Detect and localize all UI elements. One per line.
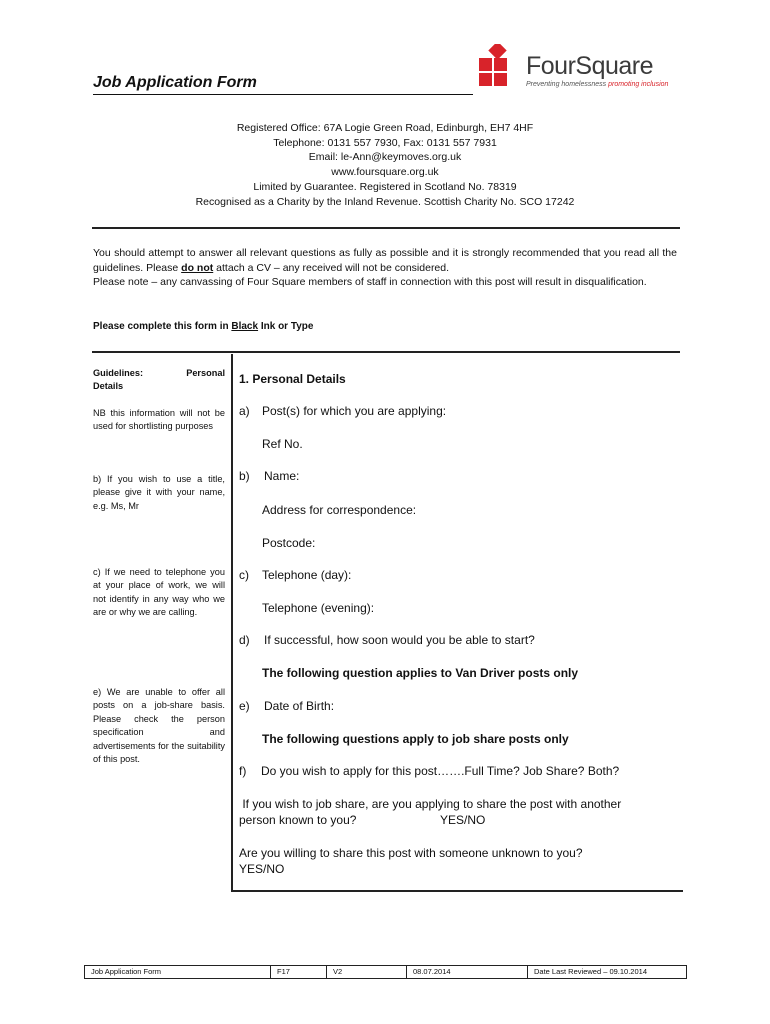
logo-tagline: Preventing homelessness promoting inclusion [526,81,669,88]
address-field[interactable]: Address for correspondence: [262,503,417,517]
footer-last-reviewed: Date Last Reviewed – 09.10.2014 [534,967,647,976]
address-line: Telephone: 0131 557 7930, Fax: 0131 557 7931 [273,136,497,149]
question-letter: b) [239,469,250,483]
question-letter: e) [239,699,250,713]
postcode-field[interactable]: Postcode: [262,536,316,550]
work-pattern-field[interactable]: Do you wish to apply for this post…….Full Time? Job Share? Both? [261,764,620,778]
section-title: 1. Personal Details [239,372,346,386]
intro-text [93,246,677,290]
logo-wordmark: FourSquare [526,52,654,80]
question-letter: d) [239,633,250,647]
share-known-yes-no[interactable]: YES/NO [440,813,486,827]
address-line: www.foursquare.org.uk [331,166,439,179]
ink-instruction: Please complete this form in Black Ink or Type [93,321,314,332]
footer-version: V2 [327,966,407,978]
address-line: Limited by Guarantee. Registered in Scotland No. 78319 [253,180,517,193]
job-share-note: The following questions apply to job share posts only [262,732,569,746]
share-unknown-question: Are you willing to share this post with someone unknown to you? [239,846,583,860]
guidelines-heading: Guidelines: Personal Details [93,368,225,392]
guideline-nb: NB this information will not be used for shortlisting purposes [93,408,225,432]
share-unknown-yes-no[interactable]: YES/NO [239,862,285,876]
guideline-telephone: c) If we need to telephone you at your place of work, we will not identify in any way who we are or why we are calling. [93,567,225,618]
share-known-question: If you wish to job share, are you applying to share the post with another [239,797,622,811]
question-letter: f) [239,764,247,778]
form-bottom-divider [231,890,683,892]
address-line: Recognised as a Charity by the Inland Revenue. Scottish Charity No. SCO 17242 [195,195,575,208]
telephone-day-field[interactable]: Telephone (day): [262,568,352,582]
form-top-divider [92,351,680,353]
header-divider [92,227,680,229]
four-square-logo-icon [477,44,523,90]
footer-table [84,965,687,979]
name-field[interactable]: Name: [264,469,300,483]
page-title: Job Application Form [93,73,473,95]
ref-no-field[interactable]: Ref No. [262,437,303,451]
column-divider [231,354,233,891]
guideline-job-share: e) We are unable to offer all posts on a job-share basis. Please check the person specification and advertisements for the suitability of this post. [93,687,225,765]
address-line: Registered Office: 67A Logie Green Road, Edinburgh, EH7 4HF [236,122,534,134]
start-availability-field[interactable]: If successful, how soon would you be able to start? [264,633,535,647]
canvassing-note: Please note – any canvassing of Four Square members of staff in connection with this post will result in disqualification. [93,276,647,289]
registered-office-address [100,121,670,209]
intro-paragraph: You should attempt to answer all relevant questions as fully as possible and it is strongly recommended that you read all the guidelines. Please do not attach a CV – any received will not be considered. [93,247,677,274]
date-of-birth-field[interactable]: Date of Birth: [264,699,335,713]
guideline-title: b) If you wish to use a title, please give it with your name, e.g. Ms, Mr [93,474,225,511]
footer-form-name: Job Application Form [85,966,271,978]
post-applying-field[interactable]: Post(s) for which you are applying: [262,404,447,418]
share-known-question-line2: person known to you? [239,813,357,827]
footer-form-code: F17 [271,966,327,978]
question-letter: a) [239,404,250,418]
footer-date: 08.07.2014 [407,966,528,978]
address-line: Email: le-Ann@keymoves.org.uk [308,151,462,164]
van-driver-note: The following question applies to Van Driver posts only [262,666,579,680]
telephone-evening-field[interactable]: Telephone (evening): [262,601,375,615]
question-letter: c) [239,568,249,582]
